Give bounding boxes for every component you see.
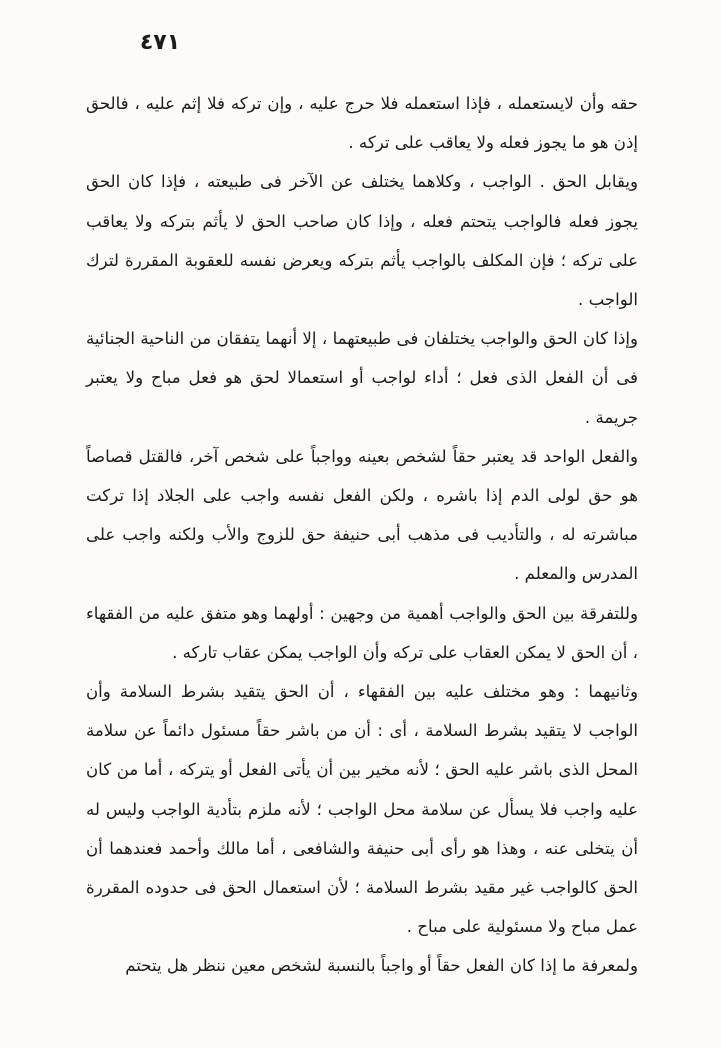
paragraph-7: ولمعرفة ما إذا كان الفعل حقاً أو واجباً بالنسبة لشخص معين ننظر هل يتحتم [125, 956, 638, 976]
page-number: ٤٧١ [139, 30, 181, 55]
paragraph-1: حقه وأن لايستعمله ، فإذا استعمله فلا حرج عليه ، وإن تركه فلا إثم عليه ، فالحق إذن هو ما يجوز فعله ولا يعاقب على تركه . [86, 94, 638, 153]
body-text [86, 84, 638, 986]
paragraph-2: ويقابل الحق . الواجب ، وكلاهما يختلف عن الآخر فى طبيعته ، فإذا كان الحق يجوز فعله فالواجب يتحتم فعله ، وإذا كان صاحب الحق لا يأثم بتركه ولا يعاقب على تركه ؛ فإن المكلف بالواجب يأثم بتركه ويعرض نفسه للعقوبة المقررة لترك الواجب . [86, 172, 638, 310]
paragraph-4: والفعل الواحد قد يعتبر حقاً لشخص بعينه وواجباً على شخص آخر، فالقتل قصاصاً هو حق لولى الدم إذا باشره ، ولكن الفعل نفسه واجب على الجلاد إذا تركت مباشرته له ، والتأديب فى مذهب أبى حنيفة حق للزوج والأب ولكنه واجب على المدرس والمعلم . [86, 446, 638, 584]
paragraph-5: وللتفرقة بين الحق والواجب أهمية من وجهين : أولهما وهو متفق عليه من الفقهاء ، أن الحق لا يمكن العقاب على تركه وأن الواجب يمكن عقاب تاركه . [86, 603, 638, 662]
paragraph-3: وإذا كان الحق والواجب يختلفان فى طبيعتهما ، إلا أنهما يتفقان من الناحية الجنائية فى أن الفعل الذى فعل ؛ أداء لواجب أو استعمالا لحق هو فعل مباح ولا يعتبر جريمة . [86, 329, 638, 427]
paragraph-6: وثانيهما : وهو مختلف عليه بين الفقهاء ، أن الحق يتقيد بشرط السلامة وأن الواجب لا يتقيد بشرط السلامة ، أى : أن من باشر حقاً مسئول دائماً عن سلامة المحل الذى باشر عليه الحق ؛ لأنه مخير بين أن يأتى الفعل أو يتركه ، أما من كان عليه واجب فلا يسأل عن سلامة محل الواجب ؛ لأنه ملزم بتأدية الواجب وليس له أن يتخلى عنه ، وهذا هو رأى أبى حنيفة والشافعى ، أما مالك وأحمد فعندهما أن الحق كالواجب غير مقيد بشرط السلامة ؛ لأن استعمال الحق فى حدوده المقررة عمل مباح ولا مسئولية على مباح . [86, 682, 638, 937]
